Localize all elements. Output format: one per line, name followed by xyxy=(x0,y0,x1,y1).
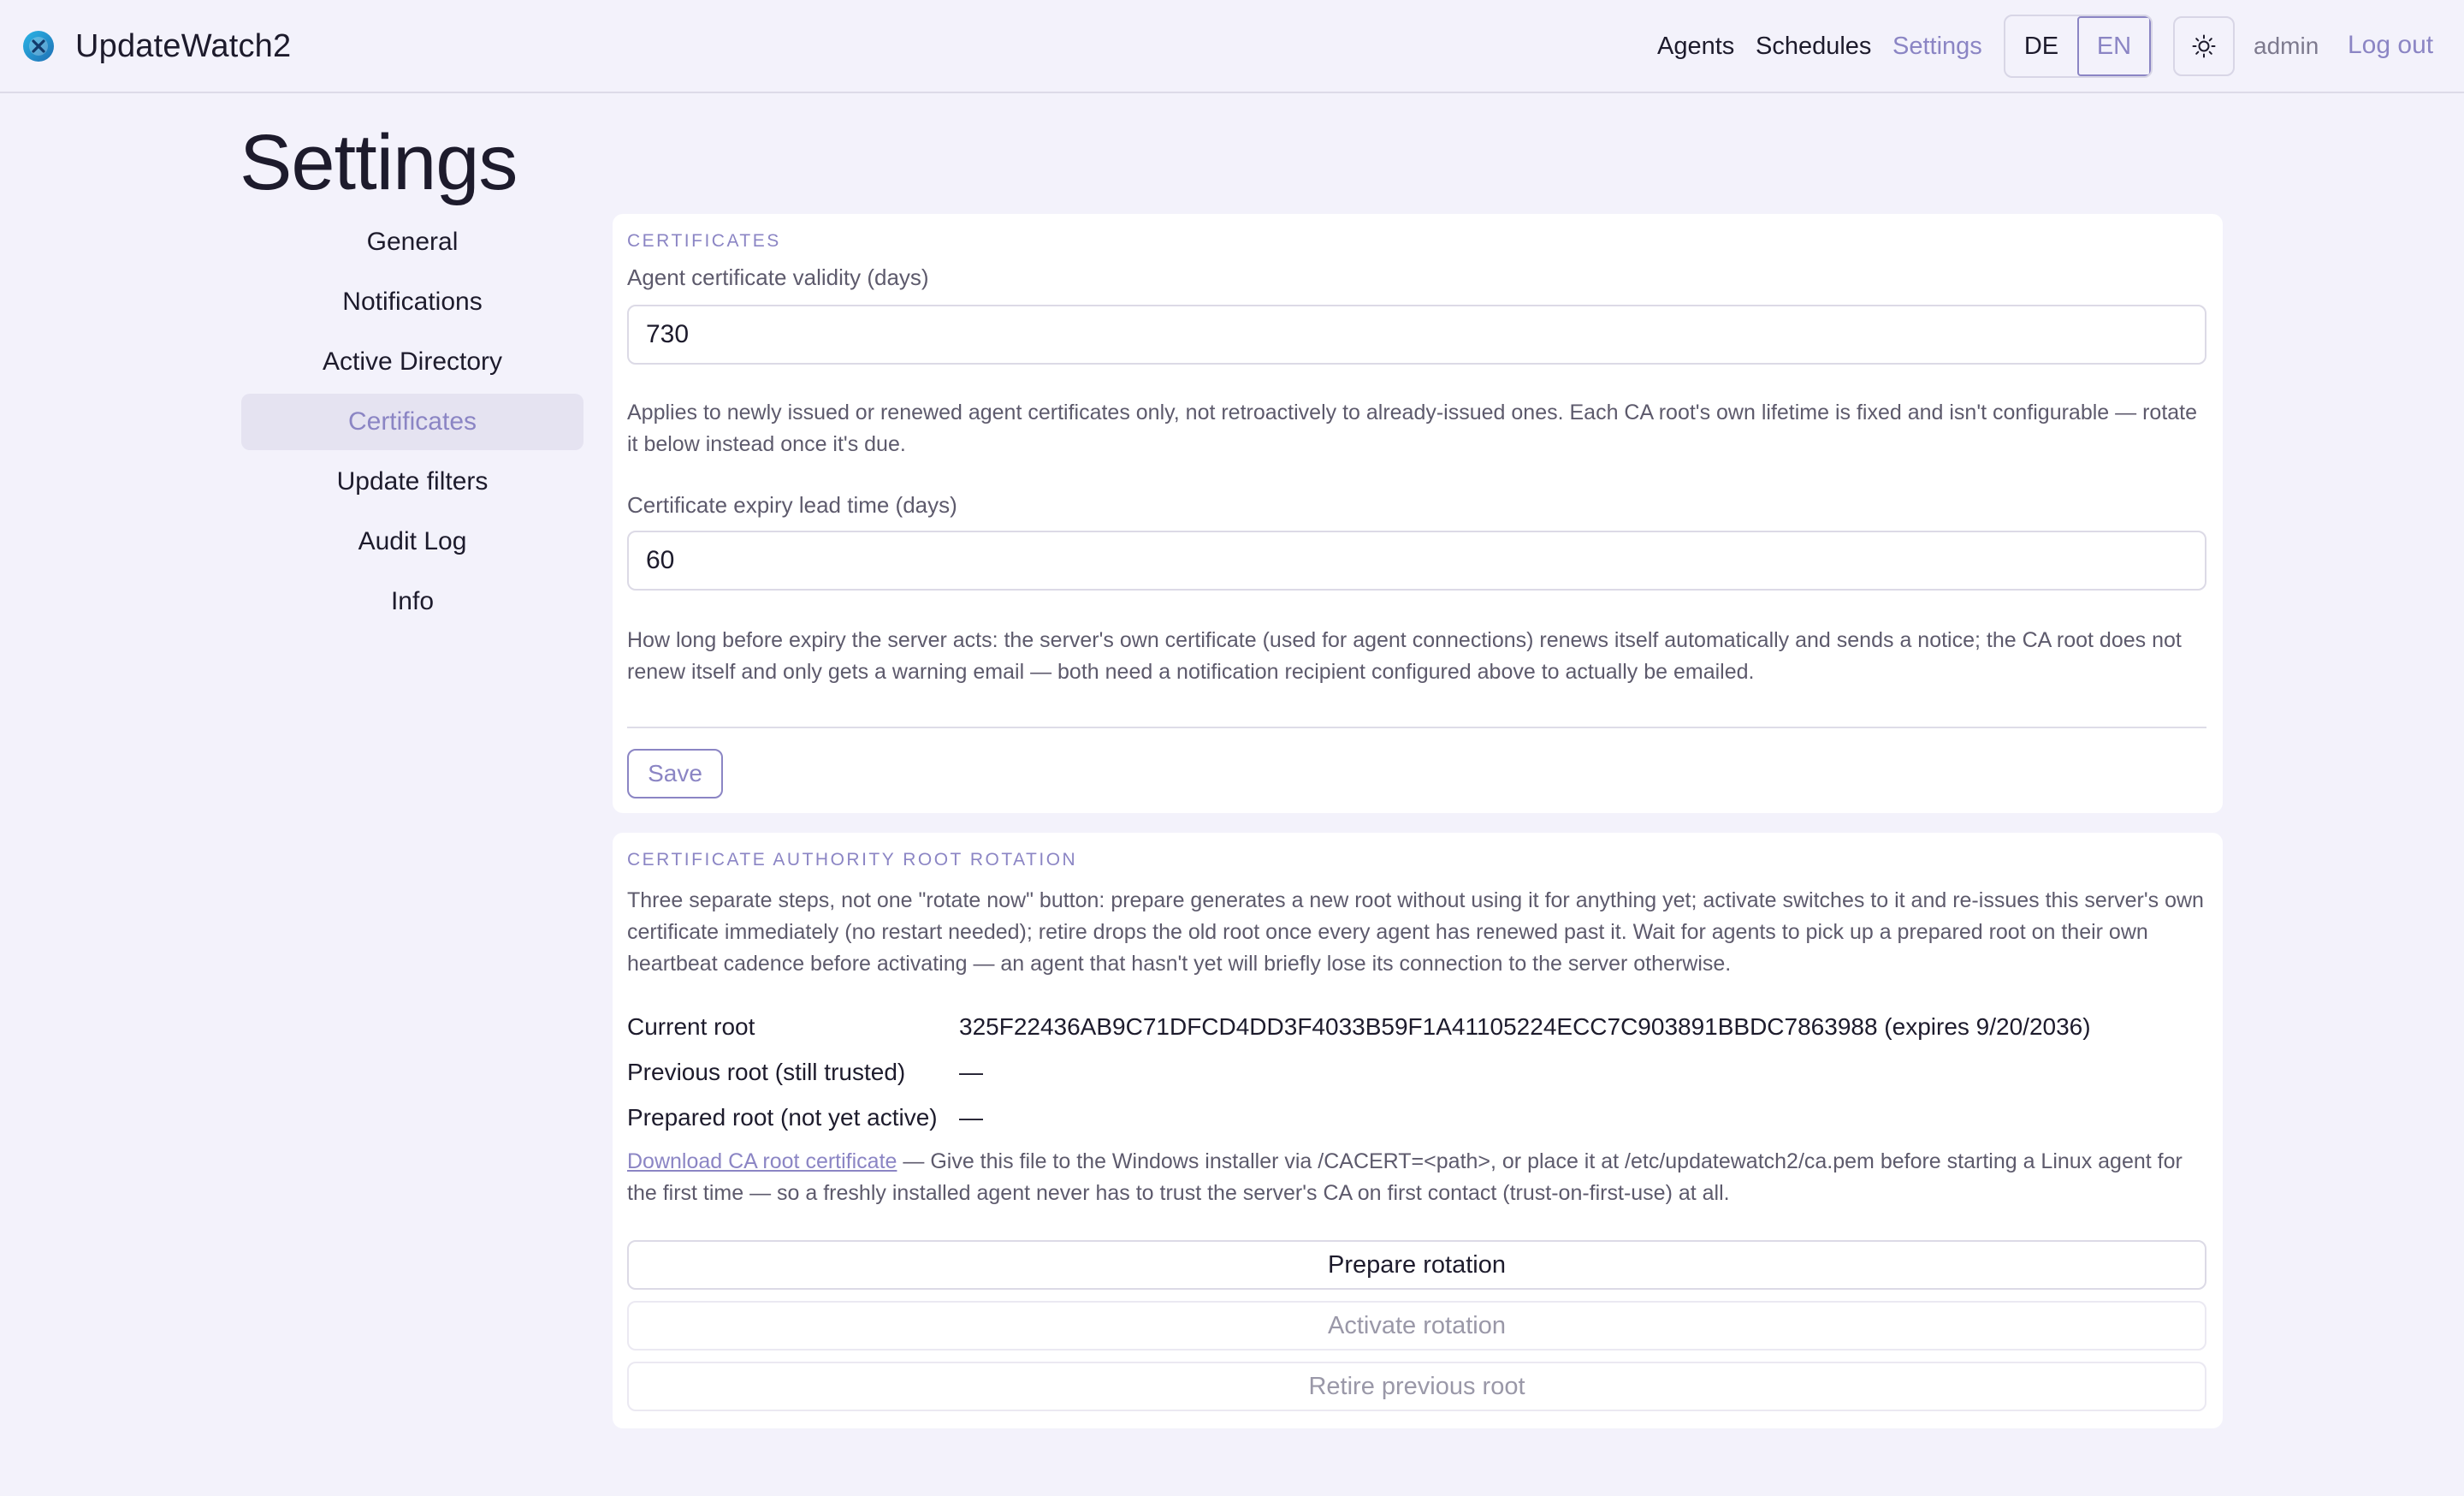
previous-root-label: Previous root (still trusted) xyxy=(627,1059,906,1085)
theme-toggle-button[interactable] xyxy=(2173,16,2235,76)
current-user-label: admin xyxy=(2254,33,2319,59)
nav-schedules[interactable] xyxy=(1756,0,1871,93)
brand[interactable] xyxy=(22,26,291,67)
nav-link-schedules[interactable]: Schedules xyxy=(1756,33,1872,60)
certificates-section-title: CERTIFICATES xyxy=(627,231,781,251)
logout-link[interactable]: Log out xyxy=(2348,31,2434,59)
sidebar-item-active-directory[interactable]: Active Directory xyxy=(322,347,503,376)
certificates-card xyxy=(613,214,2223,813)
sidebar-item-general[interactable]: General xyxy=(366,228,459,256)
updatewatch-logo-icon xyxy=(22,30,55,62)
rotation-section-title: CERTIFICATE AUTHORITY ROOT ROTATION xyxy=(627,850,1078,870)
expiry-lead-time-help: How long before expiry the server acts: the server's own certificate (used for agent connections) renews itself automatically and sends a notice; the CA root does not renew itself and only gets a warning email — both need a notification recipient configured above to actually be emailed. xyxy=(627,628,2182,684)
download-ca-root-link[interactable]: Download CA root certificate xyxy=(627,1149,897,1173)
save-button[interactable]: Save xyxy=(627,749,723,798)
sidebar-item-audit-log[interactable]: Audit Log xyxy=(358,527,467,555)
activate-rotation-button[interactable]: Activate rotation xyxy=(627,1301,2206,1351)
expiry-lead-time-label: Certificate expiry lead time (days) xyxy=(627,492,957,518)
previous-root-row xyxy=(627,1055,983,1089)
prepared-root-value: — xyxy=(959,1104,983,1131)
rotation-description: Three separate steps, not one "rotate now" button: prepare generates a new root without using it for anything yet; activate switches to it and re-issues this server's own certificate immediately (no restart needed); retire drops the old root once every agent has renewed past it. Wait for agents to pick up a prepared root on their own heartbeat cadence before activating — an agent that hasn't yet will briefly lose its connection to the server otherwise. xyxy=(627,888,2204,976)
retire-previous-root-button[interactable]: Retire previous root xyxy=(627,1362,2206,1411)
nav-agents[interactable] xyxy=(1657,0,1734,93)
language-switcher xyxy=(2004,15,2153,78)
nav-settings[interactable] xyxy=(1892,0,1982,93)
download-ca-help-text: — Give this file to the Windows installer via /CACERT=<path>, or place it at /etc/updatewatch2/ca.pem before starting a Linux agent for the first time — so a freshly installed agent never has to trust the server's CA on first contact (trust-on-first-use) at all. xyxy=(627,1149,2183,1205)
sidebar-item-certificates[interactable]: Certificates xyxy=(241,394,583,450)
section-divider xyxy=(627,727,2206,728)
current-root-row xyxy=(627,1010,2091,1044)
language-de-button[interactable]: DE xyxy=(2023,32,2059,60)
prepare-rotation-button[interactable]: Prepare rotation xyxy=(627,1240,2206,1290)
prepared-root-row xyxy=(627,1101,983,1135)
previous-root-value: — xyxy=(959,1059,983,1085)
page-title: Settings xyxy=(240,119,518,206)
prepared-root-label: Prepared root (not yet active) xyxy=(627,1104,938,1131)
expiry-lead-time-input[interactable] xyxy=(627,531,2206,591)
sun-icon xyxy=(2191,33,2217,59)
cert-validity-label: Agent certificate validity (days) xyxy=(627,264,929,290)
sidebar-item-info[interactable]: Info xyxy=(390,587,435,615)
nav-link-settings[interactable]: Settings xyxy=(1892,33,1982,60)
sidebar-item-notifications[interactable]: Notifications xyxy=(342,288,483,316)
current-root-label: Current root xyxy=(627,1013,755,1040)
app-name: UpdateWatch2 xyxy=(75,27,292,64)
sidebar-item-update-filters[interactable]: Update filters xyxy=(336,467,489,496)
current-root-value: 325F22436AB9C71DFCD4DD3F4033B59F1A41105224ECC7C903891BBDC7863988 (expires 9/20/2036) xyxy=(959,1013,2091,1040)
nav-link-agents[interactable]: Agents xyxy=(1657,33,1735,60)
top-bar xyxy=(0,0,2464,93)
cert-validity-help: Applies to newly issued or renewed agent certificates only, not retroactively to already-issued ones. Each CA root's own lifetime is fixed and isn't configurable — rotate it below instead once it's due. xyxy=(627,401,2198,456)
cert-validity-input[interactable] xyxy=(627,305,2206,365)
ca-root-rotation-card xyxy=(613,833,2223,1428)
settings-sidebar xyxy=(241,214,583,633)
language-en-button[interactable]: EN xyxy=(2077,16,2151,76)
download-ca-help xyxy=(627,1146,2206,1209)
